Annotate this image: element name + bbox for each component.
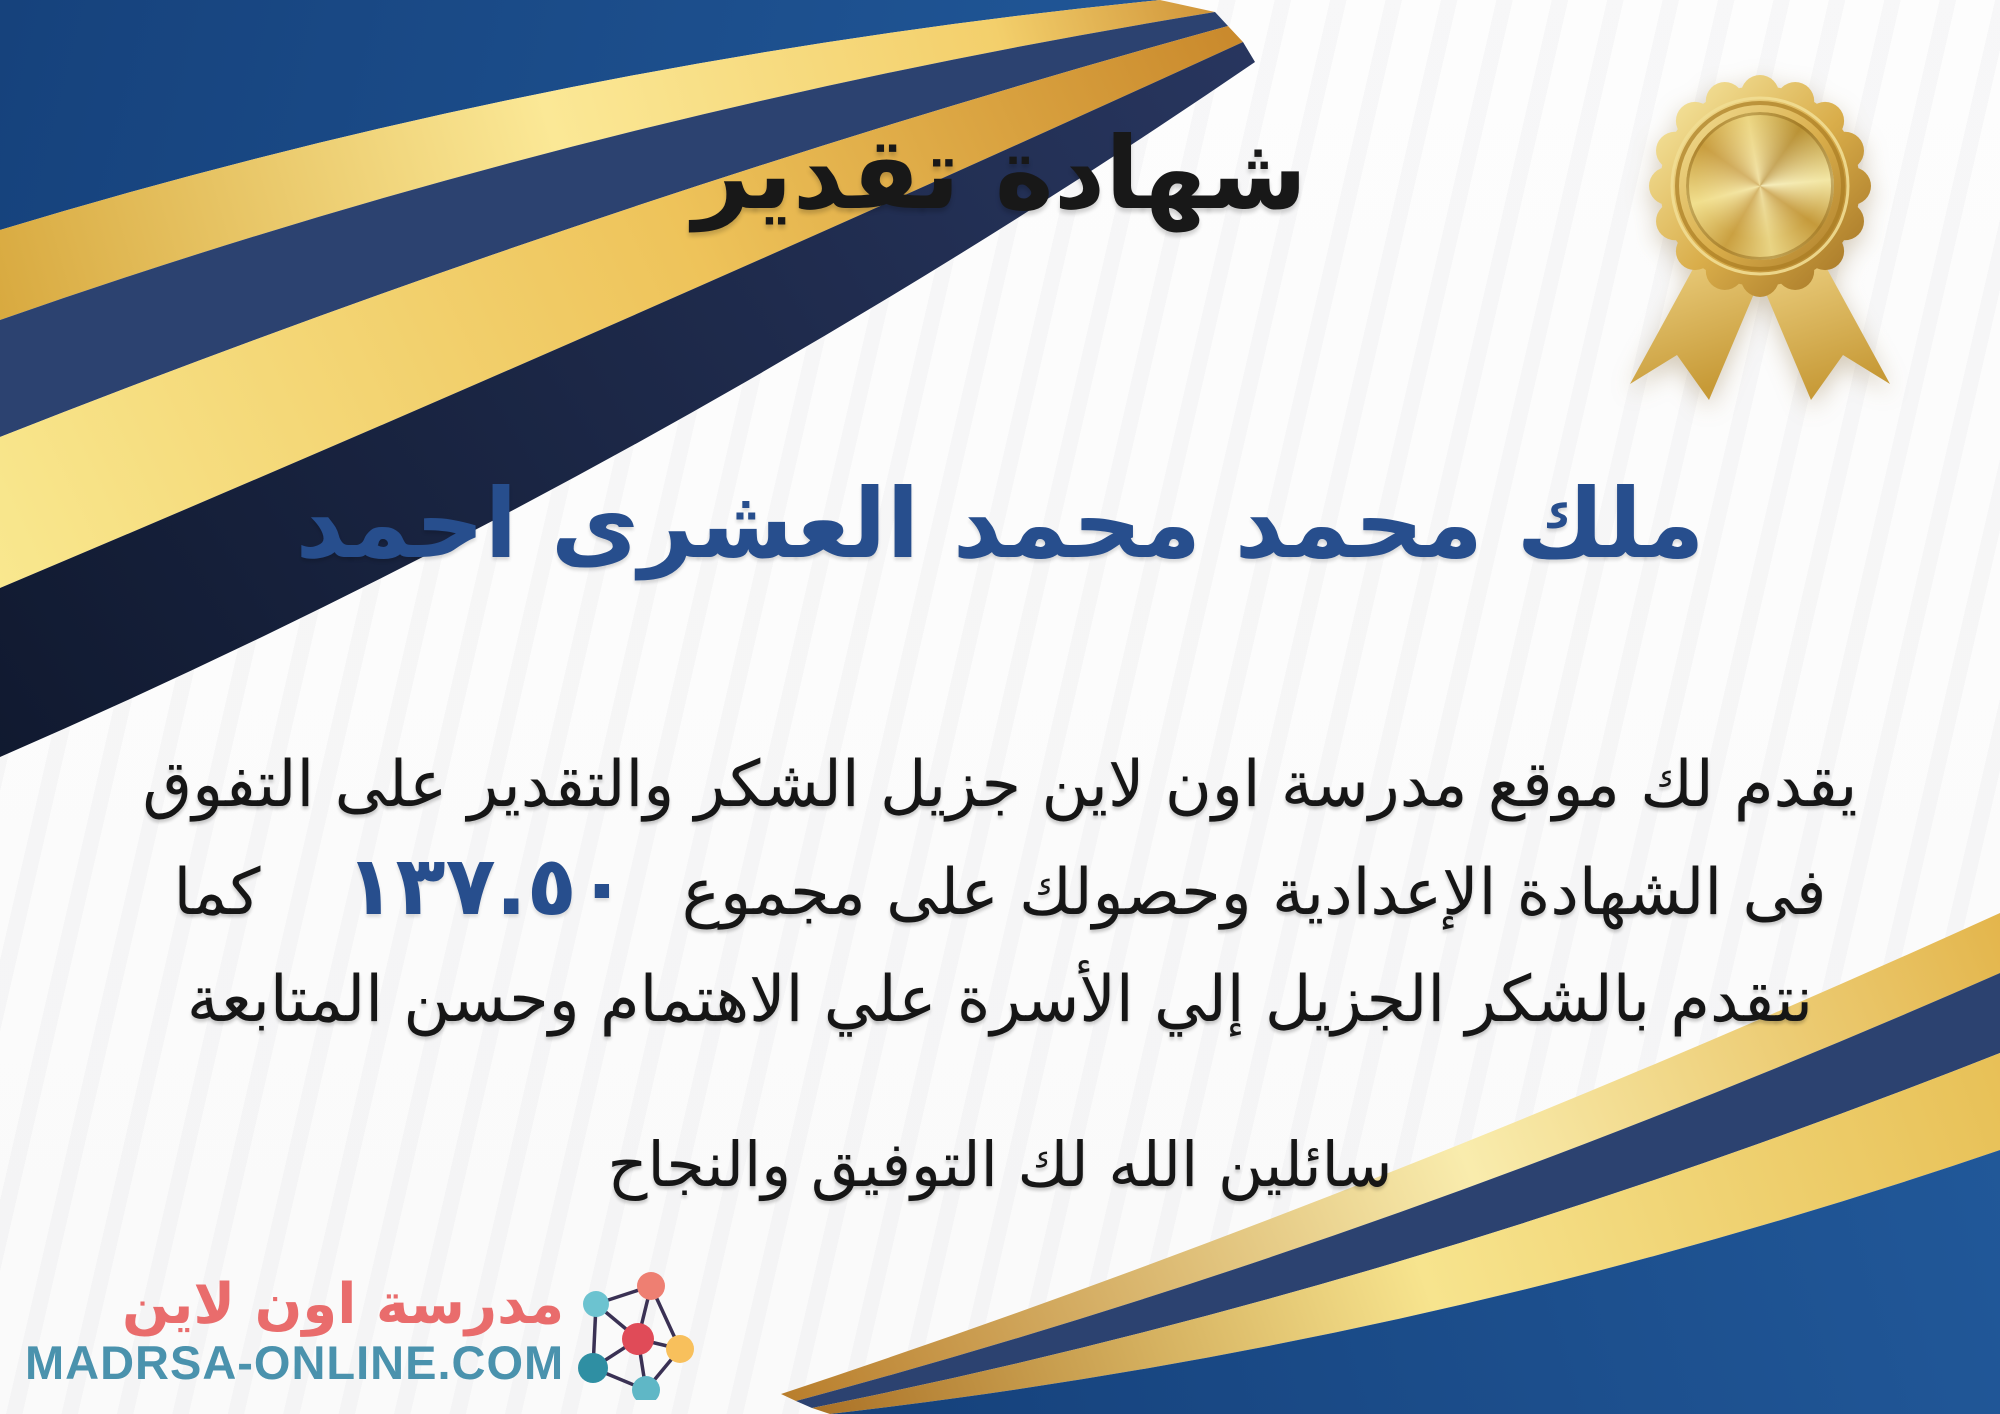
node-yellow (666, 1335, 694, 1363)
node-red (622, 1323, 654, 1355)
top-left-swoosh (0, 0, 1255, 757)
body-line-1: يقدم لك موقع مدرسة اون لاين جزيل الشكر والتقدير على التفوق (142, 748, 1858, 822)
brand-name-arabic: مدرسة اون لاين (121, 1271, 565, 1337)
certificate-body (70, 732, 1930, 1055)
closing-line: سائلين الله لك التوفيق والنجاح (607, 1128, 1393, 1201)
brand-logo-text (25, 1273, 564, 1389)
network-graph-icon (576, 1262, 696, 1400)
body-line-2-before-score: فى الشهادة الإعدادية وحصولك على مجموع (681, 855, 1827, 930)
node-coral (637, 1272, 665, 1300)
score-value: ١٣٧.٥٠ (345, 838, 627, 934)
recipient-name: ملك محمد محمد العشرى احمد (295, 468, 1705, 580)
node-teal-light (583, 1291, 609, 1317)
brand-website-url: MADRSA-ONLINE.COM (25, 1336, 565, 1390)
node-teal-dark (578, 1353, 608, 1383)
body-line-3: نتقدم بالشكر الجزيل إلي الأسرة علي الاهتمام وحسن المتابعة (186, 963, 1814, 1038)
body-line-2-after-score: كما (173, 855, 261, 930)
certificate-title: شهادة تقدير (692, 115, 1308, 232)
brand-logo (25, 1262, 696, 1400)
